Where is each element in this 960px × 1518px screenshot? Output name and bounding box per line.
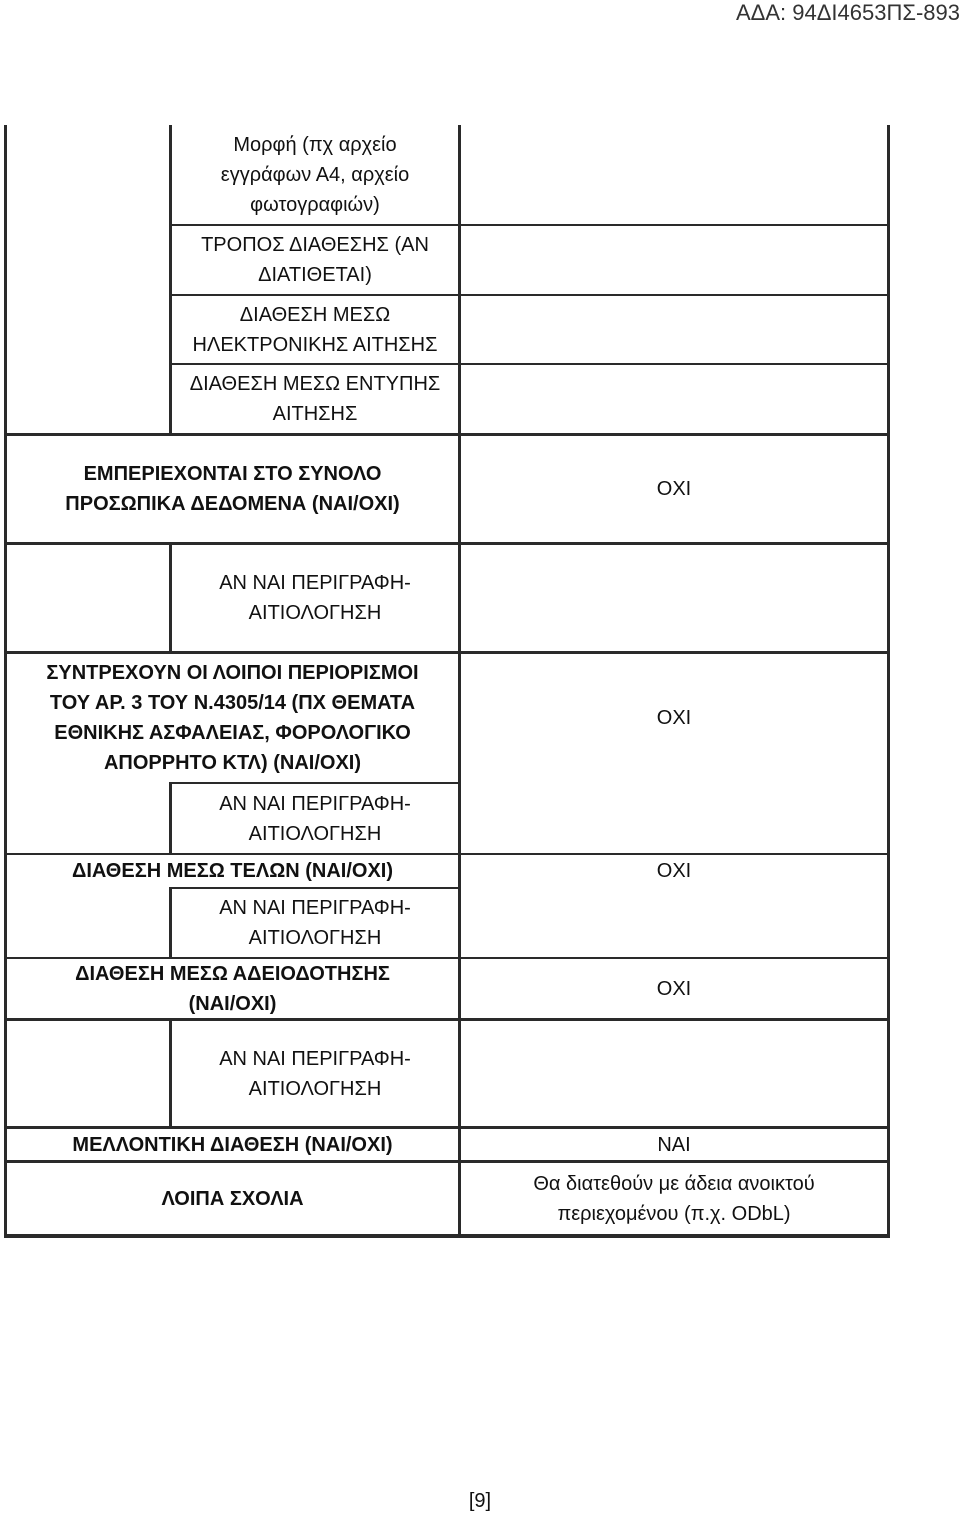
- label-adeiodotisi: ΔΙΑΘΕΣΗ ΜΕΣΩ ΑΔΕΙΟΔΟΤΗΣΗΣ (ΝΑΙ/ΟΧΙ): [75, 962, 390, 1015]
- value-prosopika: ΟΧΙ: [656, 478, 692, 500]
- label-adeiodotisi-desc: ΑΝ ΝΑΙ ΠΕΡΙΓΡΑΦΗ-ΑΙΤΙΟΛΟΓΗΣΗ: [219, 1047, 411, 1100]
- value-periorismoi: ΟΧΙ: [656, 707, 692, 729]
- page-number: [9]: [468, 1490, 492, 1512]
- label-prosopika: ΕΜΠΕΡΙΕΧΟΝΤΑΙ ΣΤΟ ΣΥΝΟΛΟ ΠΡΟΣΩΠΙΚΑ ΔΕΔΟΜΕΝΑ (ΝΑΙ/ΟΧΙ): [65, 463, 400, 515]
- table-border-right: [887, 125, 890, 1237]
- label-periorismoi-desc: ΑΝ ΝΑΙ ΠΕΡΙΓΡΑΦΗ-ΑΙΤΙΟΛΟΓΗΣΗ: [219, 792, 411, 845]
- value-ilektroniki: [461, 296, 887, 363]
- value-morfi: [461, 126, 887, 224]
- value-entypi: [461, 365, 887, 433]
- label-teli: ΔΙΑΘΕΣΗ ΜΕΣΩ ΤΕΛΩΝ (ΝΑΙ/ΟΧΙ): [71, 860, 394, 882]
- label-loipa: ΛΟΙΠΑ ΣΧΟΛΙΑ: [161, 1187, 304, 1210]
- value-periorismoi-desc: [461, 784, 887, 853]
- value-teli-desc: [461, 889, 887, 957]
- value-adeiodotisi: ΟΧΙ: [656, 977, 692, 1000]
- value-tropos: [461, 226, 887, 294]
- value-adeiodotisi-desc: [461, 1021, 887, 1126]
- label-prosopika-desc: ΑΝ ΝΑΙ ΠΕΡΙΓΡΑΦΗ-ΑΙΤΙΟΛΟΓΗΣΗ: [219, 572, 411, 624]
- table-border-bottom: [4, 1234, 890, 1238]
- label-ilektroniki: ΔΙΑΘΕΣΗ ΜΕΣΩ ΗΛΕΚΤΡΟΝΙΚΗΣ ΑΙΤΗΣΗΣ: [192, 303, 438, 356]
- label-morfi: Μορφή (πχ αρχείο εγγράφων Α4, αρχείο φωτογραφιών): [220, 134, 410, 216]
- label-teli-desc: ΑΝ ΝΑΙ ΠΕΡΙΓΡΑΦΗ-ΑΙΤΙΟΛΟΓΗΣΗ: [219, 897, 411, 949]
- label-tropos: ΤΡΟΠΟΣ ΔΙΑΘΕΣΗΣ (ΑΝ ΔΙΑΤΙΘΕΤΑΙ): [201, 234, 429, 286]
- label-entypi: ΔΙΑΘΕΣΗ ΜΕΣΩ ΕΝΤΥΠΗΣ ΑΙΤΗΣΗΣ: [189, 373, 441, 425]
- ada-code: ΑΔΑ: 94ΔΙ4653ΠΣ-893: [735, 0, 960, 25]
- label-periorismoi: ΣΥΝΤΡΕΧΟΥΝ ΟΙ ΛΟΙΠΟΙ ΠΕΡΙΟΡΙΣΜΟΙ ΤΟΥ ΑΡ. 3 ΤΟΥ Ν.4305/14 (ΠΧ ΘΕΜΑΤΑ ΕΘΝΙΚΗΣ ΑΣΦΑΛΕΙΑΣ, ΦΟΡΟΛΟΓΙΚΟ ΑΠΟΡΡΗΤΟ ΚΤΛ) (ΝΑΙ/ΟΧΙ): [46, 662, 419, 774]
- value-teli: ΟΧΙ: [656, 860, 692, 882]
- value-loipa: Θα διατεθούν με άδεια ανοικτού περιεχομένου (π.χ. ODbL): [533, 1172, 815, 1225]
- label-mellontiki: ΜΕΛΛΟΝΤΙΚΗ ΔΙΑΘΕΣΗ (ΝΑΙ/ΟΧΙ): [72, 1133, 393, 1156]
- value-mellontiki: ΝΑΙ: [657, 1133, 691, 1156]
- value-prosopika-desc: [461, 545, 887, 651]
